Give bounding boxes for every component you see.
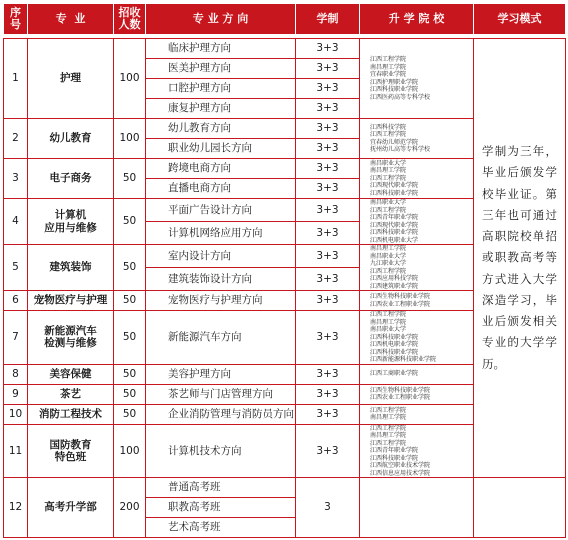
years-cell: 3+3 [296,404,360,424]
enroll-count: 50 [114,245,146,291]
years-cell: 3+3 [296,384,360,404]
school-name: 南昌理工学院 [370,432,407,439]
schools-cell [360,245,474,291]
major-name: 高考升学部 [28,478,114,538]
years-cell: 3+3 [296,291,360,311]
schools-cell [360,424,474,478]
years-cell: 3+3 [296,222,360,245]
schools-cell [360,478,474,538]
school-name: 南昌理工学院 [370,245,407,252]
header-schools: 升 学 院 校 [360,4,474,35]
years-cell: 3+3 [296,245,360,268]
major-name: 宠物医疗与护理 [28,291,114,311]
years-cell: 3+3 [296,311,360,365]
school-name: 江西工程学院 [370,267,407,275]
years-cell: 3+3 [296,199,360,222]
school-name: 江西医药高等专科学校 [370,93,431,101]
schools-cell [360,311,474,365]
school-name: 江西机电职业学院 [370,341,419,348]
row-number: 2 [4,119,28,159]
school-name: 江西现代职业学院 [370,221,419,229]
years-cell: 3+3 [296,424,360,478]
direction-cell: 口腔护理方向 [146,79,296,99]
direction-cell: 计算机技术方向 [146,424,296,478]
school-name: 南昌理工学院 [370,63,407,71]
years-cell: 3+3 [296,79,360,99]
enroll-count: 200 [114,478,146,538]
school-name: 江西工程学院 [370,56,407,63]
school-name: 江西科技职业学院 [370,333,419,341]
direction-cell: 平面广告设计方向 [146,199,296,222]
years-cell: 3 [296,478,360,538]
school-name: 江西新能源科技职业学院 [370,356,437,363]
direction-cell: 职教高考班 [146,498,296,518]
schools-cell [360,39,474,119]
school-name: 江西科技职业学院 [370,348,419,356]
school-name: 江西青年职业学院 [370,447,419,454]
schools-cell [360,364,474,384]
schools-cell [360,199,474,245]
school-name: 江西工程学院 [370,174,407,182]
direction-cell: 康复护理方向 [146,99,296,119]
school-name: 南昌职业大学 [370,199,407,206]
school-name: 九江职业大学 [370,260,407,267]
school-name: 江西建筑职业学院 [370,282,419,290]
direction-cell: 跨境电商方向 [146,159,296,179]
school-name: 江西科技学院 [370,123,407,131]
row-number: 6 [4,291,28,311]
school-name: 江西工程学院 [370,311,407,318]
major-name: 茶艺 [28,384,114,404]
direction-cell: 职业幼儿园长方向 [146,139,296,159]
direction-cell: 宠物医疗与护理方向 [146,291,296,311]
years-cell: 3+3 [296,364,360,384]
years-cell: 3+3 [296,39,360,59]
major-name: 国防教育 特色班 [28,424,114,478]
direction-cell: 普通高考班 [146,478,296,498]
direction-cell: 计算机网络应用方向 [146,222,296,245]
years-cell: 3+3 [296,159,360,179]
row-number: 4 [4,199,28,245]
direction-cell: 茶艺师与门店管理方向 [146,384,296,404]
school-name: 江西农业工程职业学院 [370,394,431,401]
schools-cell [360,291,474,311]
school-name: 江西工程学院 [370,206,407,214]
school-name: 江西现代职业学院 [370,182,419,190]
header-enroll: 招收 人数 [114,4,146,35]
years-cell: 3+3 [296,99,360,119]
school-name: 江西信息应用技术学院 [370,469,431,477]
direction-cell: 幼儿教育方向 [146,119,296,139]
school-name: 江西科技职业学院 [370,189,419,197]
header-years: 学制 [296,4,360,35]
major-name: 电子商务 [28,159,114,199]
school-name: 江西工程学院 [370,131,407,138]
enroll-count: 50 [114,199,146,245]
school-name: 宜春幼儿师范学院 [370,138,419,146]
years-cell: 3+3 [296,139,360,159]
enroll-count: 50 [114,159,146,199]
row-number: 9 [4,384,28,404]
enroll-count: 100 [114,39,146,119]
row-number: 7 [4,311,28,365]
header-major: 专 业 [28,4,114,35]
direction-cell: 艺术高考班 [146,518,296,538]
schools-cell [360,404,474,424]
school-name: 江西护理职业学院 [370,78,419,86]
enroll-count: 50 [114,384,146,404]
direction-cell: 企业消防管理与消防员方向 [146,404,296,424]
direction-cell: 室内设计方向 [146,245,296,268]
direction-cell: 建筑装饰设计方向 [146,268,296,291]
major-name: 美容保健 [28,364,114,384]
school-name: 南昌理工学院 [370,414,407,421]
school-name: 江西工商职业学院 [370,370,419,378]
schools-cell [360,119,474,159]
school-name: 南昌职业大学 [370,159,407,167]
row-number: 12 [4,478,28,538]
header-seq: 序 号 [4,4,28,35]
major-name: 消防工程技术 [28,404,114,424]
row-number: 1 [4,39,28,119]
study-mode-empty [474,478,566,538]
major-name: 护理 [28,39,114,119]
school-name: 南昌理工学院 [370,318,407,326]
major-name: 建筑装饰 [28,245,114,291]
school-name: 南昌理工学院 [370,167,407,175]
school-name: 江西科技职业学院 [370,454,419,462]
school-name: 南昌职业大学 [370,252,407,260]
study-mode-text: 学制为三年，毕业后颁发学校毕业证。第三年也可通过高职院校单招或职教高考等方式进入大学深造学习，毕业后颁发相关专业的大学学历。 [474,39,566,478]
direction-cell: 新能源汽车方向 [146,311,296,365]
schools-cell [360,384,474,404]
table-row [4,478,566,498]
table-row [4,39,566,59]
school-name: 江西科技职业学院 [370,229,419,236]
row-number: 5 [4,245,28,291]
major-name: 新能源汽车 检测与维修 [28,311,114,365]
enroll-count: 50 [114,404,146,424]
major-name: 幼儿教育 [28,119,114,159]
row-number: 10 [4,404,28,424]
school-name: 江西工程学院 [370,439,407,447]
school-name: 江西应用科技学院 [370,275,419,282]
school-name: 抚州幼儿高等专科学校 [370,146,431,153]
enroll-count: 50 [114,291,146,311]
direction-cell: 直播电商方向 [146,179,296,199]
major-name: 计算机 应用与维修 [28,199,114,245]
school-name: 南昌职业大学 [370,326,407,333]
years-cell: 3+3 [296,268,360,291]
schools-cell [360,159,474,199]
school-name: 江西工程学院 [370,424,407,432]
direction-cell: 临床护理方向 [146,39,296,59]
header-direction: 专 业 方 向 [146,4,296,35]
row-number: 11 [4,424,28,478]
direction-cell: 美容护理方向 [146,364,296,384]
school-name: 江西青年职业学院 [370,214,419,221]
years-cell: 3+3 [296,119,360,139]
years-cell: 3+3 [296,179,360,199]
row-number: 8 [4,364,28,384]
direction-cell: 医美护理方向 [146,59,296,79]
enroll-count: 50 [114,364,146,384]
enroll-count: 100 [114,119,146,159]
years-cell: 3+3 [296,59,360,79]
school-name: 江西机电职业大学 [370,236,419,244]
school-name: 宜春职业学院 [370,71,407,78]
row-number: 3 [4,159,28,199]
school-name: 江西工程学院 [370,406,407,414]
school-name: 江西农业工程职业学院 [370,300,431,308]
school-name: 江西生物科技职业学院 [370,386,431,394]
enrollment-table [3,3,566,538]
header-mode: 学习模式 [474,4,566,35]
school-name: 江西科技职业学院 [370,86,419,93]
school-name: 江西航空职业技术学院 [370,462,431,469]
school-name: 江西生物科技职业学院 [370,293,431,300]
enroll-count: 100 [114,424,146,478]
header-row [4,4,566,35]
enroll-count: 50 [114,311,146,365]
